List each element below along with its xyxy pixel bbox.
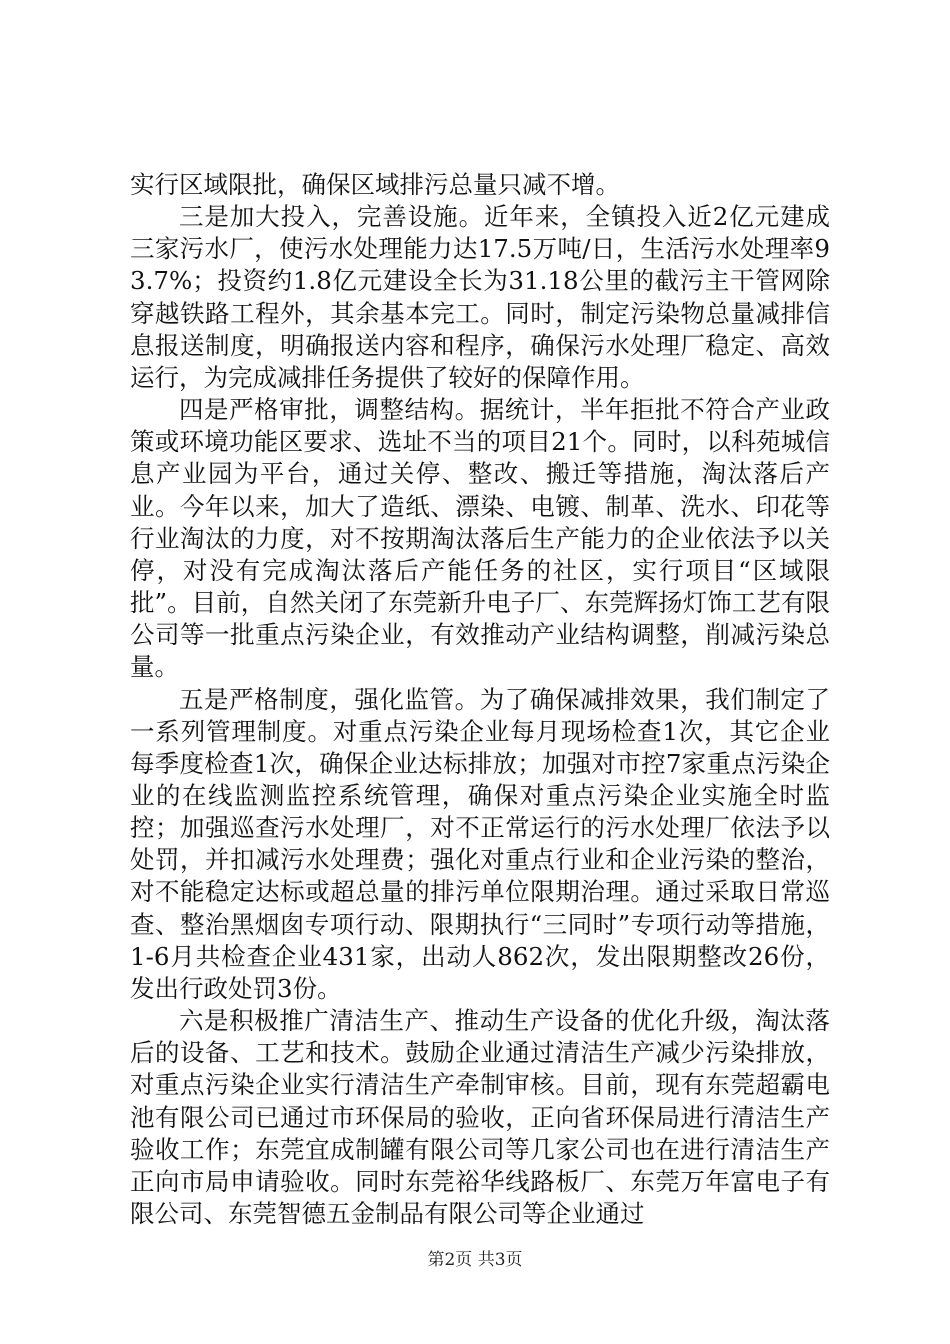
paragraph-clean-production: 六是积极推广清洁生产、推动生产设备的优化升级，淘汰落后的设备、工艺和技术。鼓励企业通过清洁生产减少污染排放，对重点污染企业实行清洁生产牵制审核。目前，现有东莞超霸电池有限公司已通过市环保局的验收，正向省环保局进行清洁生产验收工作；东莞宜成制罐有限公司等几家公司也在进行清洁生产正向市局申请验收。同时东莞裕华线路板厂、东莞万年富电子有限公司、东莞智德五金制品有限公司等企业通过 [130,1006,830,1228]
document-body [130,169,830,1230]
paragraph-approval: 四是严格审批，调整结构。据统计，半年拒批不符合产业政策或环境功能区要求、选址不当的项目21个。同时，以科苑城信息产业园为平台，通过关停、整改、搬迁等措施，淘汰落后产业。今年以来，加大了造纸、漂染、电镀、制革、洗水、印花等行业淘汰的力度，对不按期淘汰落后生产能力的企业依法予以关停，对没有完成淘汰落后产能任务的社区，实行项目“区域限批”。目前，自然关闭了东莞新升电子厂、东莞辉扬灯饰工艺有限公司等一批重点污染企业，有效推动产业结构调整，削减污染总量。 [130,395,830,682]
page-number-footer: 第2页 共3页 [427,1250,523,1270]
paragraph-supervision: 五是严格制度，强化监管。为了确保减排效果，我们制定了一系列管理制度。对重点污染企业每月现场检查1次，其它企业每季度检查1次，确保企业达标排放；加强对市控7家重点污染企业的在线监测监控系统管理，确保对重点污染企业实施全时监控；加强巡查污水处理厂，对不正常运行的污水处理厂依法予以处罚，并扣减污水处理费；强化对重点行业和企业污染的整治，对不能稳定达标或超总量的排污单位限期治理。通过采取日常巡查、整治黑烟囱专项行动、限期执行“三同时”专项行动等措施，1-6月共检查企业431家，出动人862次，发出限期整改26份，发出行政处罚3份。 [130,684,830,1003]
paragraph-investment: 三是加大投入，完善设施。近年来，全镇投入近2亿元建成三家污水厂，使污水处理能力达17.5万吨/日，生活污水处理率93.7%；投资约1.8亿元建设全长为31.18公里的截污主干管网除穿越铁路工程外，其余基本完工。同时，制定污染物总量减排信息报送制度，明确报送内容和程序，确保污水处理厂稳定、高效运行，为完成减排任务提供了较好的保障作用。 [130,202,830,392]
paragraph-continuation: 实行区域限批，确保区域排污总量只减不增。 [130,170,620,199]
